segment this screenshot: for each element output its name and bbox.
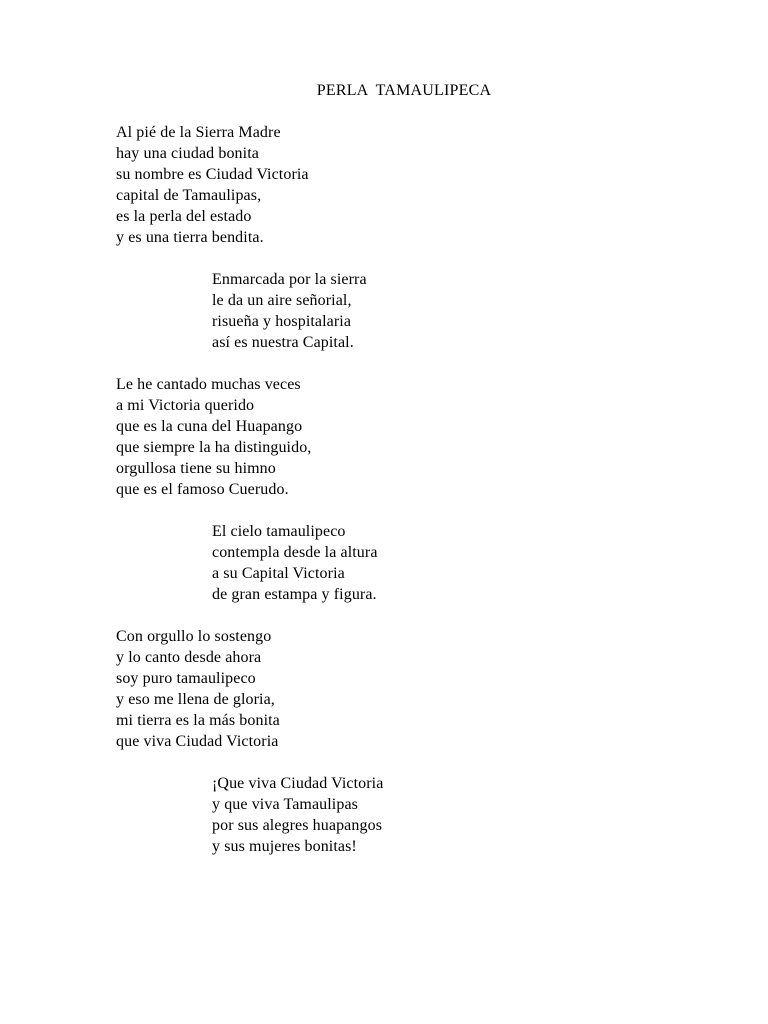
poem-line: Le he cantado muchas veces <box>116 376 301 393</box>
poem-line: risueña y hospitalaria <box>212 313 352 330</box>
poem-line: y es una tierra bendita. <box>116 229 264 246</box>
poem-line: Enmarcada por la sierra <box>212 271 367 288</box>
poem-line: a su Capital Victoria <box>212 565 345 582</box>
poem-line: ¡Que viva Ciudad Victoria <box>212 775 384 792</box>
poem-line: y que viva Tamaulipas <box>212 796 358 813</box>
poem-line: soy puro tamaulipeco <box>116 670 256 687</box>
stanza-6 <box>212 773 383 857</box>
poem-line: su nombre es Ciudad Victoria <box>116 166 309 183</box>
stanza-5 <box>116 626 280 752</box>
poem-line: así es nuestra Capital. <box>212 334 354 351</box>
poem-line: y eso me llena de gloria, <box>116 691 275 708</box>
stanza-1 <box>116 122 309 248</box>
poem-line: mi tierra es la más bonita <box>116 712 280 729</box>
poem-line: El cielo tamaulipeco <box>212 523 346 540</box>
stanza-4 <box>212 521 378 605</box>
stanza-2 <box>212 269 367 353</box>
poem-line: que es la cuna del Huapango <box>116 418 303 435</box>
poem-line: le da un aire señorial, <box>212 292 352 309</box>
poem-line: hay una ciudad bonita <box>116 145 259 162</box>
poem-line: orgullosa tiene su himno <box>116 460 276 477</box>
poem-line: contempla desde la altura <box>212 544 378 561</box>
poem-line: de gran estampa y figura. <box>212 586 377 603</box>
poem-line: que es el famoso Cuerudo. <box>116 481 289 498</box>
poem-line: a mi Victoria querido <box>116 397 255 414</box>
poem-line: por sus alegres huapangos <box>212 817 383 834</box>
poem-line: Al pié de la Sierra Madre <box>116 124 281 141</box>
poem-line: y lo canto desde ahora <box>116 649 262 666</box>
poem-line: Con orgullo lo sostengo <box>116 628 272 645</box>
stanza-3 <box>116 374 311 500</box>
poem-line: y sus mujeres bonitas! <box>212 838 357 855</box>
poem-line: es la perla del estado <box>116 208 252 225</box>
poem-line: que siempre la ha distinguido, <box>116 439 312 456</box>
poem-line: que viva Ciudad Victoria <box>116 733 279 750</box>
poem-line: capital de Tamaulipas, <box>116 187 262 204</box>
poem-title: PERLA TAMAULIPECA <box>316 82 492 99</box>
